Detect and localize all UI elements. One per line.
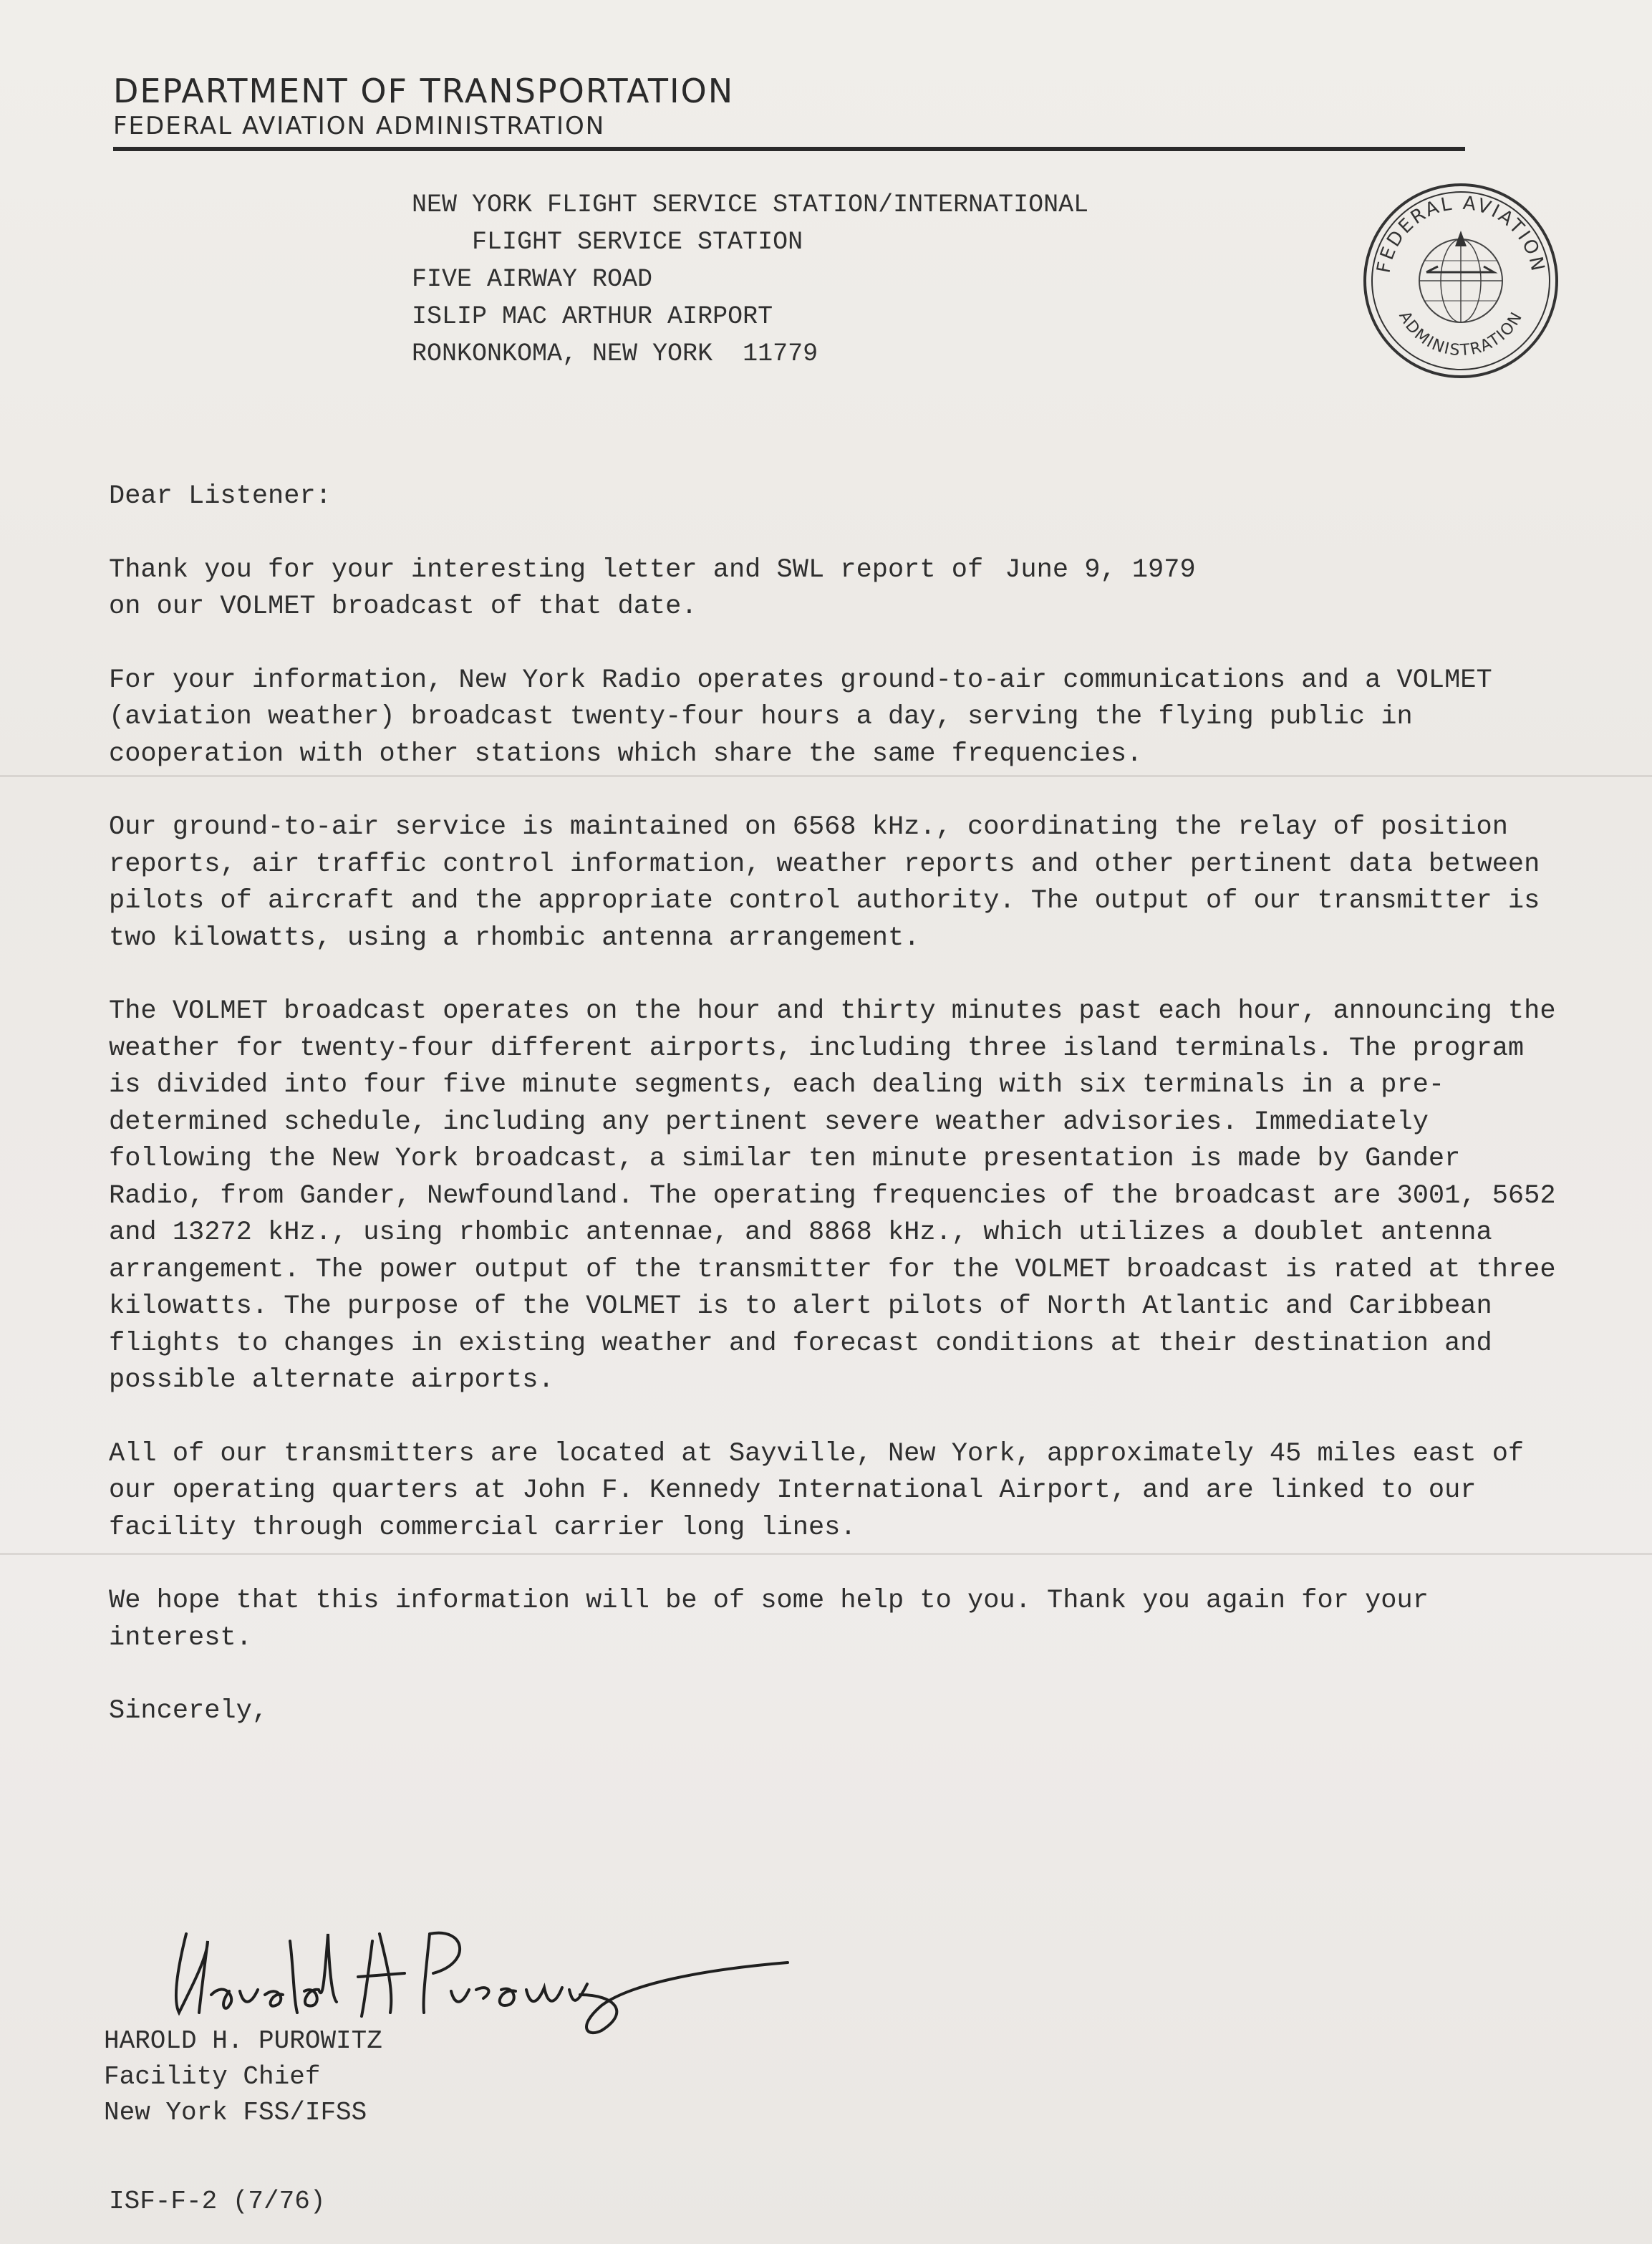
paragraph: Our ground-to-air service is maintained on 6568 kHz., coordinating the relay of position reports, air traffic control information, weather reports and other pertinent data between pilots of aircraft and the appropriate control authority. The output of our transmitter is two kilowatts, using a rhombic antenna arrangement. xyxy=(109,812,1540,953)
salutation: Dear Listener: xyxy=(109,481,332,511)
report-date: June 9, 1979 xyxy=(1005,554,1196,585)
paragraph: Thank you for your interesting letter and SWL report of June 9, 1979 on our VOLMET broadcast of that date. xyxy=(109,554,1196,622)
paragraph: For your information, New York Radio operates ground-to-air communications and a VOLMET (aviation weather) broadcast twenty-four hours a day, serving the flying public in cooperation with other stations which share the same frequencies. xyxy=(109,665,1492,769)
seal-bottom-text: ADMINISTRATION xyxy=(1395,308,1527,360)
paragraph: We hope that this information will be of some help to you. Thank you again for your interest. xyxy=(109,1586,1429,1653)
signer-title: Facility Chief xyxy=(104,2062,321,2091)
closing: Sincerely, xyxy=(109,1696,269,1726)
seal-top-text: FEDERAL xyxy=(1373,193,1456,275)
address-line: FLIGHT SERVICE STATION xyxy=(472,228,803,256)
address-line: NEW YORK FLIGHT SERVICE STATION/INTERNATIONAL xyxy=(412,191,1089,219)
address-line: ISLIP MAC ARTHUR AIRPORT xyxy=(412,302,773,331)
letterhead-rule xyxy=(113,147,1465,151)
address-line: FIVE AIRWAY ROAD xyxy=(412,265,653,294)
letter-body xyxy=(109,478,1562,1767)
paragraph: All of our transmitters are located at Sayville, New York, approximately 45 miles east of our operating quarters at John F. Kennedy International Airport, and are linked to our facility through commercial carrier long lines. xyxy=(109,1438,1525,1543)
signer-office: New York FSS/IFSS xyxy=(104,2098,367,2127)
administration-heading: FEDERAL AVIATION ADMINISTRATION xyxy=(113,112,606,140)
form-number: ISF-F-2 (7/76) xyxy=(109,2187,326,2216)
faa-seal-icon xyxy=(1361,180,1561,381)
department-heading: DEPARTMENT OF TRANSPORTATION xyxy=(113,72,735,110)
signer-name: HAROLD H. PUROWITZ xyxy=(104,2026,382,2056)
signature-block xyxy=(104,2023,382,2131)
paragraph: The VOLMET broadcast operates on the hour and thirty minutes past each hour, announcing the weather for twenty-four different airports, including three island terminals. The program is divided into four five minute segments, each dealing with six terminals in a pre-determined schedule, including any pertinent severe weather advisories. Immediately following the New York broadcast, a similar ten minute presentation is made by Gander Radio, from Gander, Newfoundland. The operating frequencies of the broadcast are 3001, 5652 and 13272 kHz., using rhombic antennae, and 8868 kHz., which utilizes a doublet antenna arrangement. The power output of the transmitter for the VOLMET broadcast is rated at three kilowatts. The purpose of the VOLMET is to alert pilots of North Atlantic and Caribbean flights to changes in existing weather and forecast conditions at their destination and possible alternate airports. xyxy=(109,996,1556,1395)
station-address xyxy=(412,186,1088,372)
address-line: RONKONKOMA, NEW YORK 11779 xyxy=(412,340,818,368)
seal-top-text: AVIATION xyxy=(1462,192,1549,275)
